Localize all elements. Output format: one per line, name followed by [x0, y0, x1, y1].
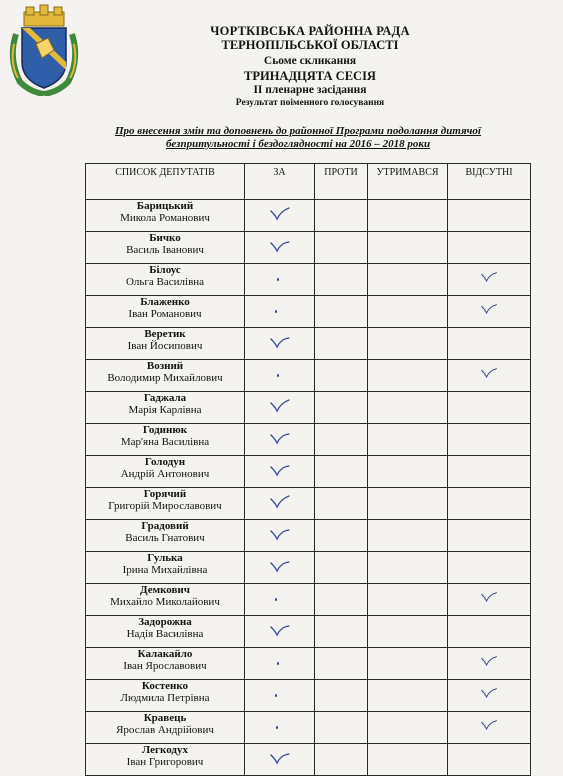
vote-cell-for: [245, 360, 315, 392]
vote-cell-for: [245, 488, 315, 520]
vote-cell-against: [315, 200, 368, 232]
vote-cell-abstained: [368, 744, 448, 776]
vote-cell-abstained: [368, 520, 448, 552]
vote-cell-abstained: [368, 360, 448, 392]
deputy-surname: Горячий: [143, 488, 187, 500]
deputy-name-cell: [86, 456, 245, 488]
column-header-abstained: УТРИМАВСЯ: [368, 164, 448, 200]
deputy-surname: Кравець: [143, 712, 187, 724]
table-row: [86, 328, 531, 360]
ink-dot-mark: [276, 726, 278, 729]
session-title: ТРИНАДЦЯТА СЕСІЯ: [244, 69, 376, 83]
vote-cell-abstained: [368, 424, 448, 456]
column-header-against: ПРОТИ: [315, 164, 368, 200]
table-row: [86, 488, 531, 520]
vote-cell-abstained: [368, 264, 448, 296]
vote-cell-absent: [448, 648, 531, 680]
vote-cell-for: [245, 520, 315, 552]
vote-cell-abstained: [368, 648, 448, 680]
vote-cell-abstained: [368, 456, 448, 488]
vote-cell-against: [315, 584, 368, 616]
vote-cell-absent: [448, 232, 531, 264]
deputy-given-name: Іван Ярославович: [123, 660, 207, 672]
deputy-given-name: Ірина Михайлівна: [122, 564, 208, 576]
deputy-given-name: Марія Карлівна: [128, 404, 202, 416]
ink-dot-mark: [277, 662, 279, 665]
ink-dot-mark: [275, 694, 277, 697]
vote-cell-absent: [448, 552, 531, 584]
coat-of-arms-icon: [6, 4, 82, 96]
deputy-name-cell: [86, 328, 245, 360]
table-row: [86, 264, 531, 296]
deputy-given-name: Михайло Миколайович: [110, 596, 220, 608]
vote-cell-for: [245, 424, 315, 456]
table-row: [86, 712, 531, 744]
deputy-name-cell: [86, 360, 245, 392]
vote-cell-for: [245, 392, 315, 424]
deputy-surname: Веретик: [144, 328, 186, 340]
checkmark-icon: [269, 621, 291, 637]
vote-cell-for: [245, 328, 315, 360]
ink-dot-mark: [277, 278, 279, 281]
deputy-surname: Калакайло: [137, 648, 193, 660]
vote-cell-against: [315, 328, 368, 360]
vote-cell-for: [245, 232, 315, 264]
deputy-name-cell: [86, 520, 245, 552]
checkmark-icon: [269, 429, 291, 445]
table-row: [86, 200, 531, 232]
vote-cell-absent: [448, 200, 531, 232]
vote-cell-absent: [448, 328, 531, 360]
region-title: ТЕРНОПІЛЬСЬКОЇ ОБЛАСТІ: [221, 38, 399, 52]
table-row: [86, 296, 531, 328]
vote-cell-abstained: [368, 296, 448, 328]
column-header-for: ЗА: [245, 164, 315, 200]
vote-cell-for: [245, 744, 315, 776]
vote-cell-absent: [448, 360, 531, 392]
vote-cell-absent: [448, 520, 531, 552]
deputy-given-name: Василь Іванович: [126, 244, 204, 256]
deputy-surname: Блаженко: [140, 296, 190, 308]
checkmark-icon: [480, 653, 498, 667]
vote-cell-for: [245, 552, 315, 584]
column-header-absent: ВІДСУТНІ: [448, 164, 531, 200]
vote-cell-against: [315, 712, 368, 744]
vote-cell-against: [315, 648, 368, 680]
vote-cell-abstained: [368, 552, 448, 584]
vote-cell-for: [245, 616, 315, 648]
deputy-given-name: Володимир Михайлович: [107, 372, 223, 384]
table-row: [86, 552, 531, 584]
checkmark-icon: [269, 205, 291, 221]
deputy-name-cell: [86, 264, 245, 296]
deputy-name-cell: [86, 648, 245, 680]
deputy-name-cell: [86, 712, 245, 744]
vote-cell-absent: [448, 456, 531, 488]
vote-cell-absent: [448, 712, 531, 744]
table-row: [86, 520, 531, 552]
table-row: [86, 392, 531, 424]
deputy-surname: Бичко: [149, 232, 181, 244]
ink-dot-mark: [275, 310, 277, 313]
vote-cell-abstained: [368, 584, 448, 616]
checkmark-icon: [269, 493, 291, 509]
vote-cell-for: [245, 200, 315, 232]
vote-cell-for: [245, 456, 315, 488]
vote-cell-against: [315, 552, 368, 584]
deputy-given-name: Іван Романович: [128, 308, 202, 320]
deputy-name-cell: [86, 392, 245, 424]
vote-cell-abstained: [368, 392, 448, 424]
deputy-given-name: Надія Василівна: [126, 628, 204, 640]
deputy-name-cell: [86, 200, 245, 232]
deputy-name-cell: [86, 488, 245, 520]
vote-cell-against: [315, 680, 368, 712]
checkmark-icon: [480, 717, 498, 731]
vote-cell-against: [315, 456, 368, 488]
deputy-surname: Голодун: [144, 456, 186, 468]
deputy-surname: Градовий: [141, 520, 189, 532]
vote-cell-against: [315, 296, 368, 328]
deputy-name-cell: [86, 584, 245, 616]
deputy-given-name: Мар'яна Василівна: [120, 436, 210, 448]
vote-cell-against: [315, 232, 368, 264]
deputy-surname: Гулька: [147, 552, 183, 564]
vote-cell-against: [315, 520, 368, 552]
column-header-deputies: СПИСОК ДЕПУТАТІВ: [86, 164, 245, 200]
vote-cell-for: [245, 648, 315, 680]
vote-cell-absent: [448, 744, 531, 776]
checkmark-icon: [480, 365, 498, 379]
vote-cell-abstained: [368, 232, 448, 264]
vote-cell-abstained: [368, 328, 448, 360]
vote-cell-absent: [448, 392, 531, 424]
table-row: [86, 424, 531, 456]
ink-dot-mark: [275, 598, 277, 601]
checkmark-icon: [269, 749, 291, 765]
checkmark-icon: [480, 269, 498, 283]
vote-cell-absent: [448, 488, 531, 520]
table-header-row: [86, 164, 531, 200]
deputy-name-cell: [86, 424, 245, 456]
vote-cell-for: [245, 584, 315, 616]
vote-cell-for: [245, 264, 315, 296]
deputy-given-name: Андрій Антонович: [120, 468, 210, 480]
vote-cell-against: [315, 392, 368, 424]
table-row: [86, 616, 531, 648]
vote-subject: Про внесення змін та доповнень до районної Програми подолання дитячої безпритульності і бездоглядності на 2016 – 2018 роки: [114, 125, 481, 150]
table-row: [86, 456, 531, 488]
checkmark-icon: [269, 237, 291, 253]
vote-cell-absent: [448, 296, 531, 328]
deputy-surname: Годинюк: [142, 424, 188, 436]
vote-cell-for: [245, 296, 315, 328]
deputy-given-name: Іван Григорович: [126, 756, 204, 768]
deputy-name-cell: [86, 552, 245, 584]
vote-cell-against: [315, 488, 368, 520]
deputy-surname: Білоус: [149, 264, 181, 276]
checkmark-icon: [269, 461, 291, 477]
council-title: ЧОРТКІВСЬКА РАЙОННА РАДА: [210, 24, 410, 38]
vote-cell-abstained: [368, 680, 448, 712]
vote-cell-absent: [448, 616, 531, 648]
checkmark-icon: [269, 333, 291, 349]
deputy-given-name: Василь Гнатович: [125, 532, 205, 544]
deputy-given-name: Микола Романович: [120, 212, 210, 224]
deputy-name-cell: [86, 296, 245, 328]
vote-cell-against: [315, 360, 368, 392]
table-row: [86, 680, 531, 712]
ink-dot-mark: [277, 374, 279, 377]
deputy-surname: Барицький: [136, 200, 194, 212]
deputy-surname: Демкович: [140, 584, 190, 596]
vote-cell-abstained: [368, 200, 448, 232]
vote-cell-absent: [448, 680, 531, 712]
vote-cell-for: [245, 680, 315, 712]
sitting-label: ІІ пленарне засідання: [253, 84, 367, 96]
vote-cell-against: [315, 744, 368, 776]
checkmark-icon: [269, 557, 291, 573]
deputy-surname: Легкодух: [142, 744, 188, 756]
deputy-surname: Возний: [146, 360, 184, 372]
vote-cell-absent: [448, 424, 531, 456]
deputy-surname: Костенко: [141, 680, 189, 692]
vote-cell-for: [245, 712, 315, 744]
document-header: [170, 24, 450, 109]
checkmark-icon: [269, 397, 291, 413]
deputy-name-cell: [86, 680, 245, 712]
table-row: [86, 648, 531, 680]
deputy-given-name: Людмила Петрівна: [120, 692, 210, 704]
voting-table: [85, 163, 531, 776]
vote-cell-abstained: [368, 712, 448, 744]
vote-cell-against: [315, 424, 368, 456]
vote-cell-absent: [448, 584, 531, 616]
table-row: [86, 360, 531, 392]
deputy-given-name: Ольга Василівна: [125, 276, 205, 288]
table-row: [86, 744, 531, 776]
table-row: [86, 232, 531, 264]
deputy-name-cell: [86, 232, 245, 264]
deputy-surname: Задорожна: [138, 616, 192, 628]
deputy-given-name: Іван Йосипович: [127, 340, 203, 352]
deputy-name-cell: [86, 616, 245, 648]
table-row: [86, 584, 531, 616]
checkmark-icon: [480, 685, 498, 699]
convocation-label: Сьоме скликання: [263, 55, 357, 67]
vote-cell-abstained: [368, 616, 448, 648]
deputy-name-cell: [86, 744, 245, 776]
checkmark-icon: [480, 589, 498, 603]
deputy-given-name: Ярослав Андрійович: [116, 724, 214, 736]
deputy-given-name: Григорій Мирославович: [108, 500, 222, 512]
vote-cell-absent: [448, 264, 531, 296]
checkmark-icon: [269, 525, 291, 541]
vote-cell-against: [315, 616, 368, 648]
result-label: Результат поіменного голосування: [235, 98, 385, 108]
voting-table-body: [86, 200, 531, 776]
vote-cell-against: [315, 264, 368, 296]
vote-cell-abstained: [368, 488, 448, 520]
deputy-surname: Гаджала: [143, 392, 187, 404]
checkmark-icon: [480, 301, 498, 315]
